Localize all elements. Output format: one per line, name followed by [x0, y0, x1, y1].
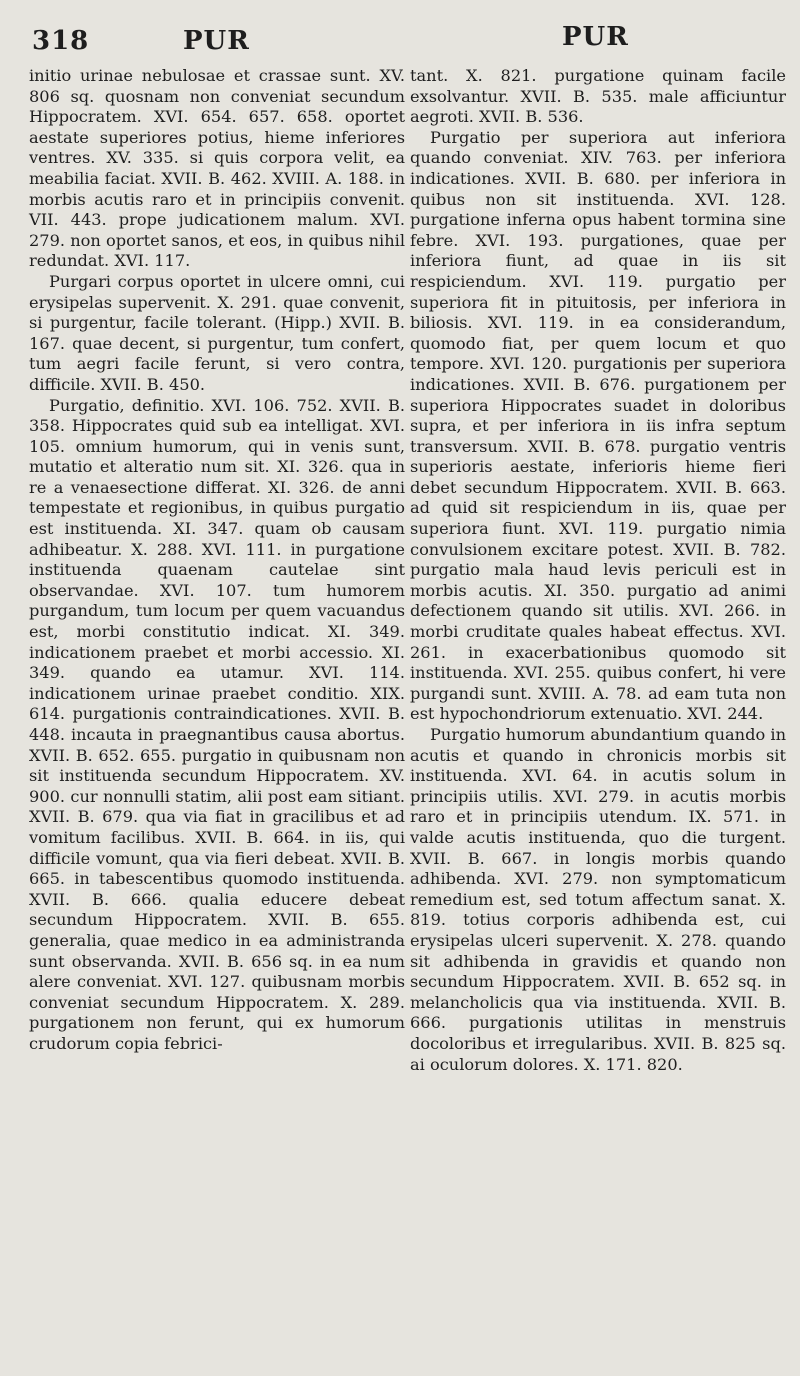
left-column	[29, 66, 405, 1055]
running-head-right: PUR	[562, 22, 629, 52]
index-entry: initio urinae nebulosae et crassae sunt. XV. 806 sq. quosnam non conveniat secundum Hippocratem. XVI. 654. 657. 658. oportet aestate superiores potius, hieme inferiores ventres. XV. 335. si quis corpora velit, ea meabilia faciat. XVII. B. 462. XVIII. A. 188. in morbis acutis raro et in principiis convenit. VII. 443. prope judicationem malum. XVI. 279. non oportet sanos, et eos, in quibus nihil redundat. XVI. 117.	[29, 66, 405, 271]
index-entry: Purgari corpus oportet in ulcere omni, cui erysipelas supervenit. X. 291. quae convenit, si purgentur, facile tolerant. (Hipp.) XVII. B. 167. quae decent, si purgentur, tum confert, tum aegri facile ferunt, si vero contra, difficile. XVII. B. 450.	[29, 271, 405, 394]
index-entry: tant. X. 821. purgatione quinam facile exsolvantur. XVII. B. 535. male afficiuntur aegroti. XVII. B. 536.	[410, 66, 786, 127]
index-entry: Purgatio per superiora aut inferiora quando conveniat. XIV. 763. per inferiora indicationes. XVII. B. 680. per inferiora in quibus non sit instituenda. XVI. 128. purgatione inferna opus habent tormina sine febre. XVI. 193. purgationes, quae per inferiora fiunt, ad quae in iis sit respiciendum. XVI. 119. purgatio per superiora fit in pituitosis, per inferiora in biliosis. XVI. 119. in ea considerandum, quomodo fiat, per quem locum et quo tempore. XVI. 120. purgationis per superiora indicationes. XVII. B. 676. purgationem per superiora Hippocrates suadet in doloribus supra, et per inferiora in iis infra septum transversum. XVII. B. 678. purgatio ventris superioris aestate, inferioris hieme fieri debet secundum Hippocratem. XVII. B. 663. ad quid sit respiciendum in iis, quae per superiora fiunt. XVI. 119. purgatio nimia convulsionem excitare potest. XVII. B. 782. purgatio mala haud levis periculi est in morbis acutis. XI. 350. purgatio ad animi defectionem quando sit utilis. XVI. 266. in morbi cruditate quales habeat effectus. XVI. 261. in exacerbationibus quomodo sit instituenda. XVI. 255. quibus confert, hi vere purgandi sunt. XVIII. A. 78. ad eam tuta non est hypochondriorum extenuatio. XVI. 244.	[410, 127, 786, 724]
running-head-left: PUR	[183, 26, 250, 56]
index-entry: Purgatio, definitio. XVI. 106. 752. XVII. B. 358. Hippocrates quid sub ea intelligat. XVI. 105. omnium humorum, qui in venis sunt, mutatio et alteratio num sit. XI. 326. qua in re a venaesectione differat. XI. 326. de anni tempestate et regionibus, in quibus purgatio est instituenda. XI. 347. quam ob causam adhibeatur. X. 288. XVI. 111. in purgatione instituenda quaenam cautelae sint observandae. XVI. 107. tum humorem purgandum, tum locum per quem vacuandus est, morbi constitutio indicat. XI. 349. indicationem praebet et morbi accessio. XI. 349. quando ea utamur. XVI. 114. indicationem urinae praebet conditio. XIX. 614. purgationis contraindicationes. XVII. B. 448. incauta in praegnantibus causa abortus. XVII. B. 652. 655. purgatio in quibusnam non sit instituenda secundum Hippocratem. XV. 900. cur nonnulli statim, alii post eam sitiant. XVII. B. 679. qua via fiat in gracilibus et ad vomitum facilibus. XVII. B. 664. in iis, qui difficile vomunt, qua via fieri debeat. XVII. B. 665. in tabescentibus quomodo instituenda. XVII. B. 666. qualia educere debeat secundum Hippocratem. XVII. B. 655. generalia, quae medico in ea administranda sunt observanda. XVII. B. 656 sq. in ea num alere conveniat. XVI. 127. quibusnam morbis conveniat secundum Hippocratem. X. 289. purgationem non ferunt, qui ex humorum crudorum copia febrici-	[29, 395, 405, 1053]
page-header	[0, 22, 800, 62]
page-number: 318	[32, 26, 90, 56]
right-column	[410, 66, 786, 1075]
index-entry: Purgatio humorum abundantium quando in acutis et quando in chronicis morbis sit instituenda. XVI. 64. in acutis solum in principiis utilis. XVI. 279. in acutis morbis raro et in principiis utendum. IX. 571. in valde acutis instituenda, quo die turgent. XVII. B. 667. in longis morbis quando adhibenda. XVI. 279. non symptomaticum remedium est, sed totum affectum sanat. X. 819. totius corporis adhibenda est, cui erysipelas ulceri supervenit. X. 278. quando sit adhibenda in gravidis et quando non secundum Hippocratem. XVII. B. 652 sq. in melancholicis qua via instituenda. XVII. B. 666. purgationis utilitas in menstruis docoloribus et irregularibus. XVII. B. 825 sq. ai oculorum dolores. X. 171. 820.	[410, 725, 786, 1074]
